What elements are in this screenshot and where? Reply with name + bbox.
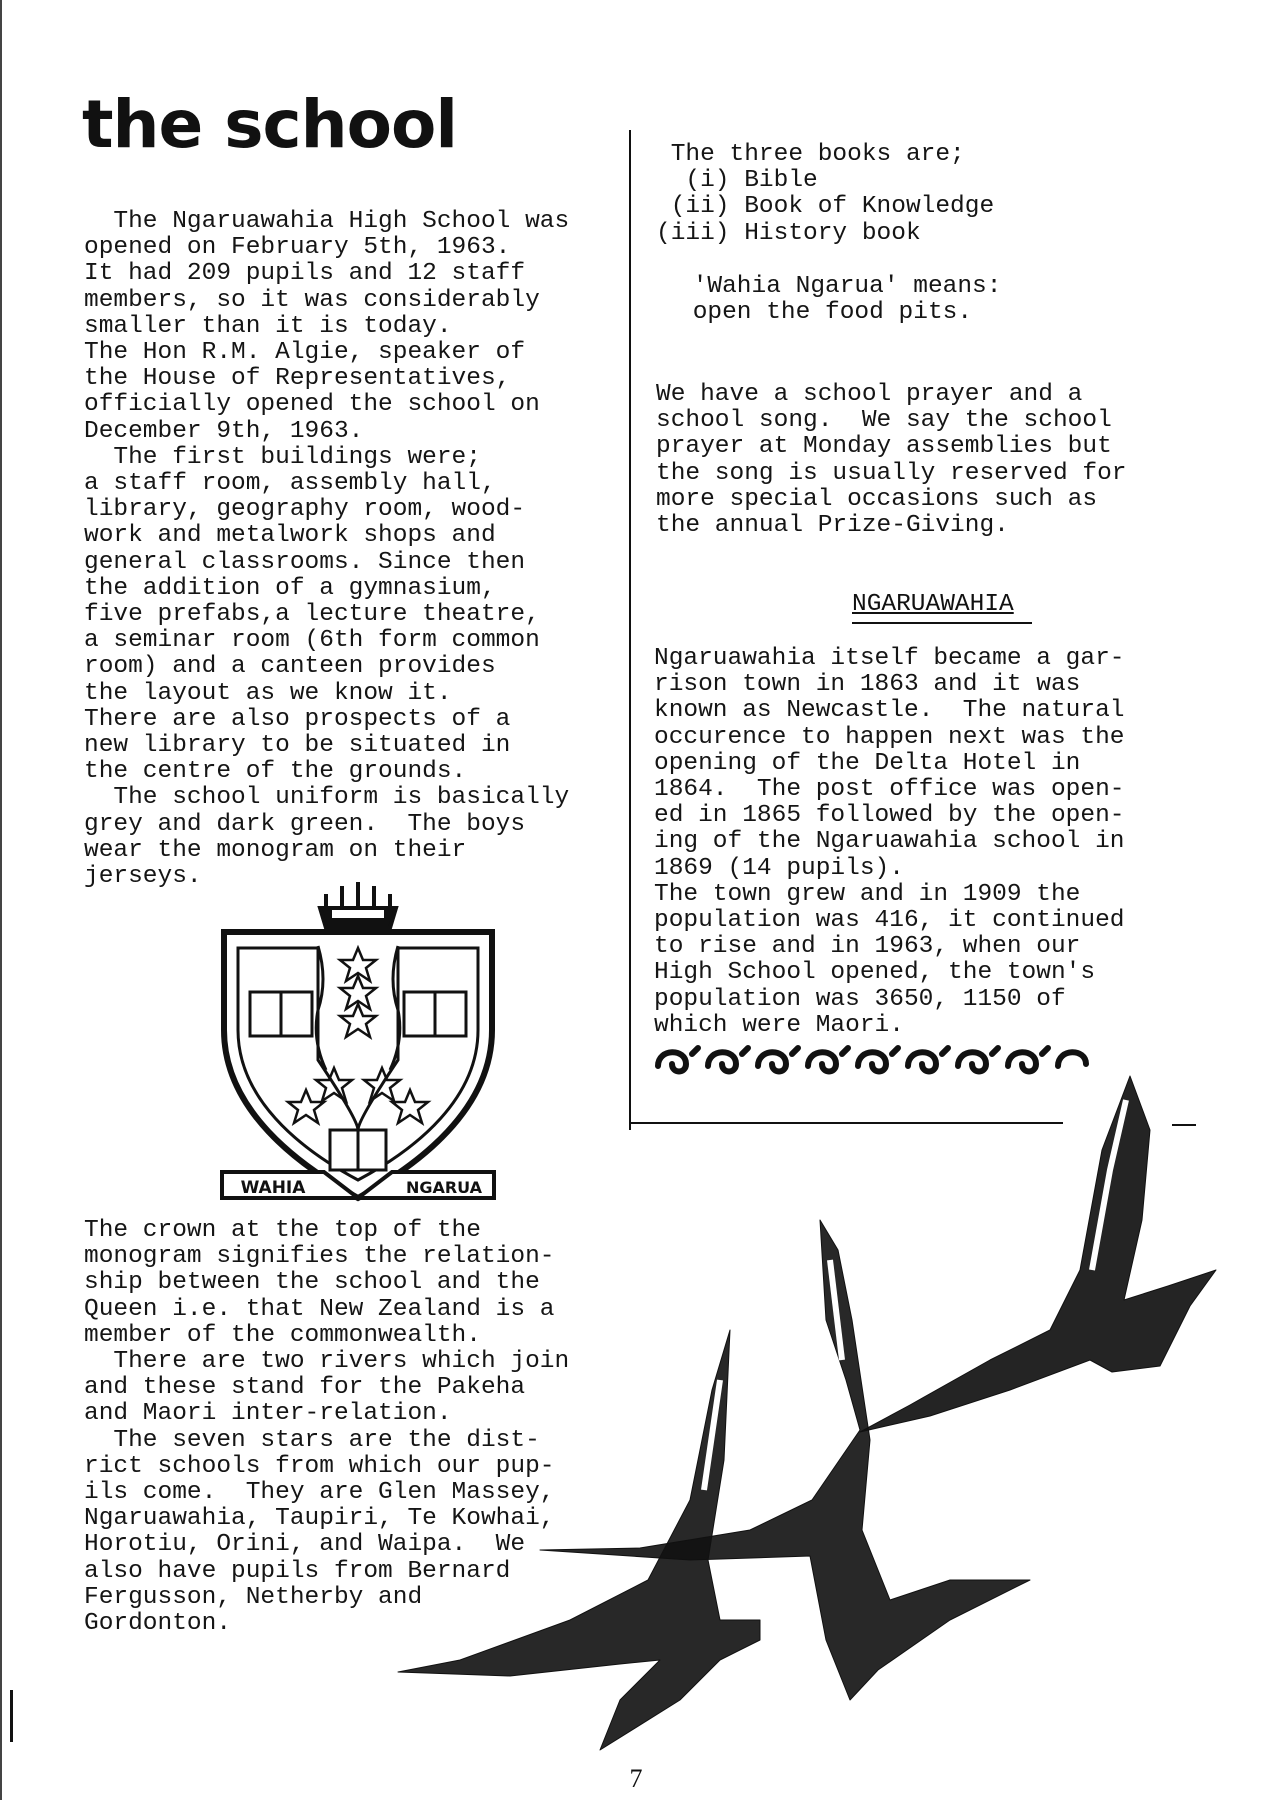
section-heading: NGARUAWAHIA [852,591,1014,618]
seagulls-illustration [390,1060,1230,1760]
margin-mark [10,1690,13,1742]
scroll-left-text: WAHIA [240,1178,306,1198]
gull-left [398,1330,760,1750]
heading-rule [852,622,1032,624]
scroll-right-text: NGARUA [405,1178,483,1197]
page-title: the school [82,86,457,163]
monogram-paragraphs: The crown at the top of the monogram signifies the relation- ship between the school and the Queen i.e. that New Zealand is a member of the commonwealth. There are two rivers which join and these stand for the Pakeha and Maori inter-relation. The seven stars are the dist- rict schools from which our pup- ils come. They are Glen Massey, Ngaruawahia, Taupiri, Te Kowhai, Horotiu, Orini, and Waipa. We also have pupils from Bernard Fergusson, Netherby and Gordonton. [84,1217,570,1638]
history-paragraph: Ngaruawahia itself became a gar- rison town in 1863 and it was known as Newcastle. The natural occurence to happen next was the opening of the Delta Hotel in 1864. The post office was open- ed in 1865 followed by the open- ing of the Ngaruawahia school in 1869 (14 pupils). The town grew and in 1909 the population was 416, it continued to rise and in 1963, when our High School opened, the town's population was 3650, 1150 of which were Maori. [654,645,1125,1039]
left-edge-line [0,0,2,1800]
page-number: 7 [629,1764,643,1793]
gull-top-right [860,1076,1216,1432]
intro-paragraphs: The Ngaruawahia High School was opened on February 5th, 1963. It had 209 pupils and 12 staff members, so it was considerably smaller than it is today. The Hon R.M. Algie, speaker of the House of Representatives, officially opened the school on December 9th, 1963. The first buildings were; a staff room, assembly hall, library, geography room, wood- work and metalwork shops and general classrooms. Since then the addition of a gymnasium, five prefabs,a lecture theatre, a seminar room (6th form common room) and a canteen provides the layout as we know it. There are also prospects of a new library to be situated in the centre of the grounds. The school uniform is basically grey and dark green. The boys wear the monogram on their jerseys. [84,208,570,891]
crown-icon [320,882,396,928]
prayer-paragraph: We have a school prayer and a school song. We say the school prayer at Monday assemblies but the song is usually reserved for more special occasions such as the annual Prize-Giving. [656,381,1127,540]
column-divider [629,130,631,1130]
meaning-text: 'Wahia Ngarua' means: open the food pits. [692,273,1002,327]
books-list: The three books are; (i) Bible (ii) Book of Knowledge (iii) History book [656,141,995,247]
